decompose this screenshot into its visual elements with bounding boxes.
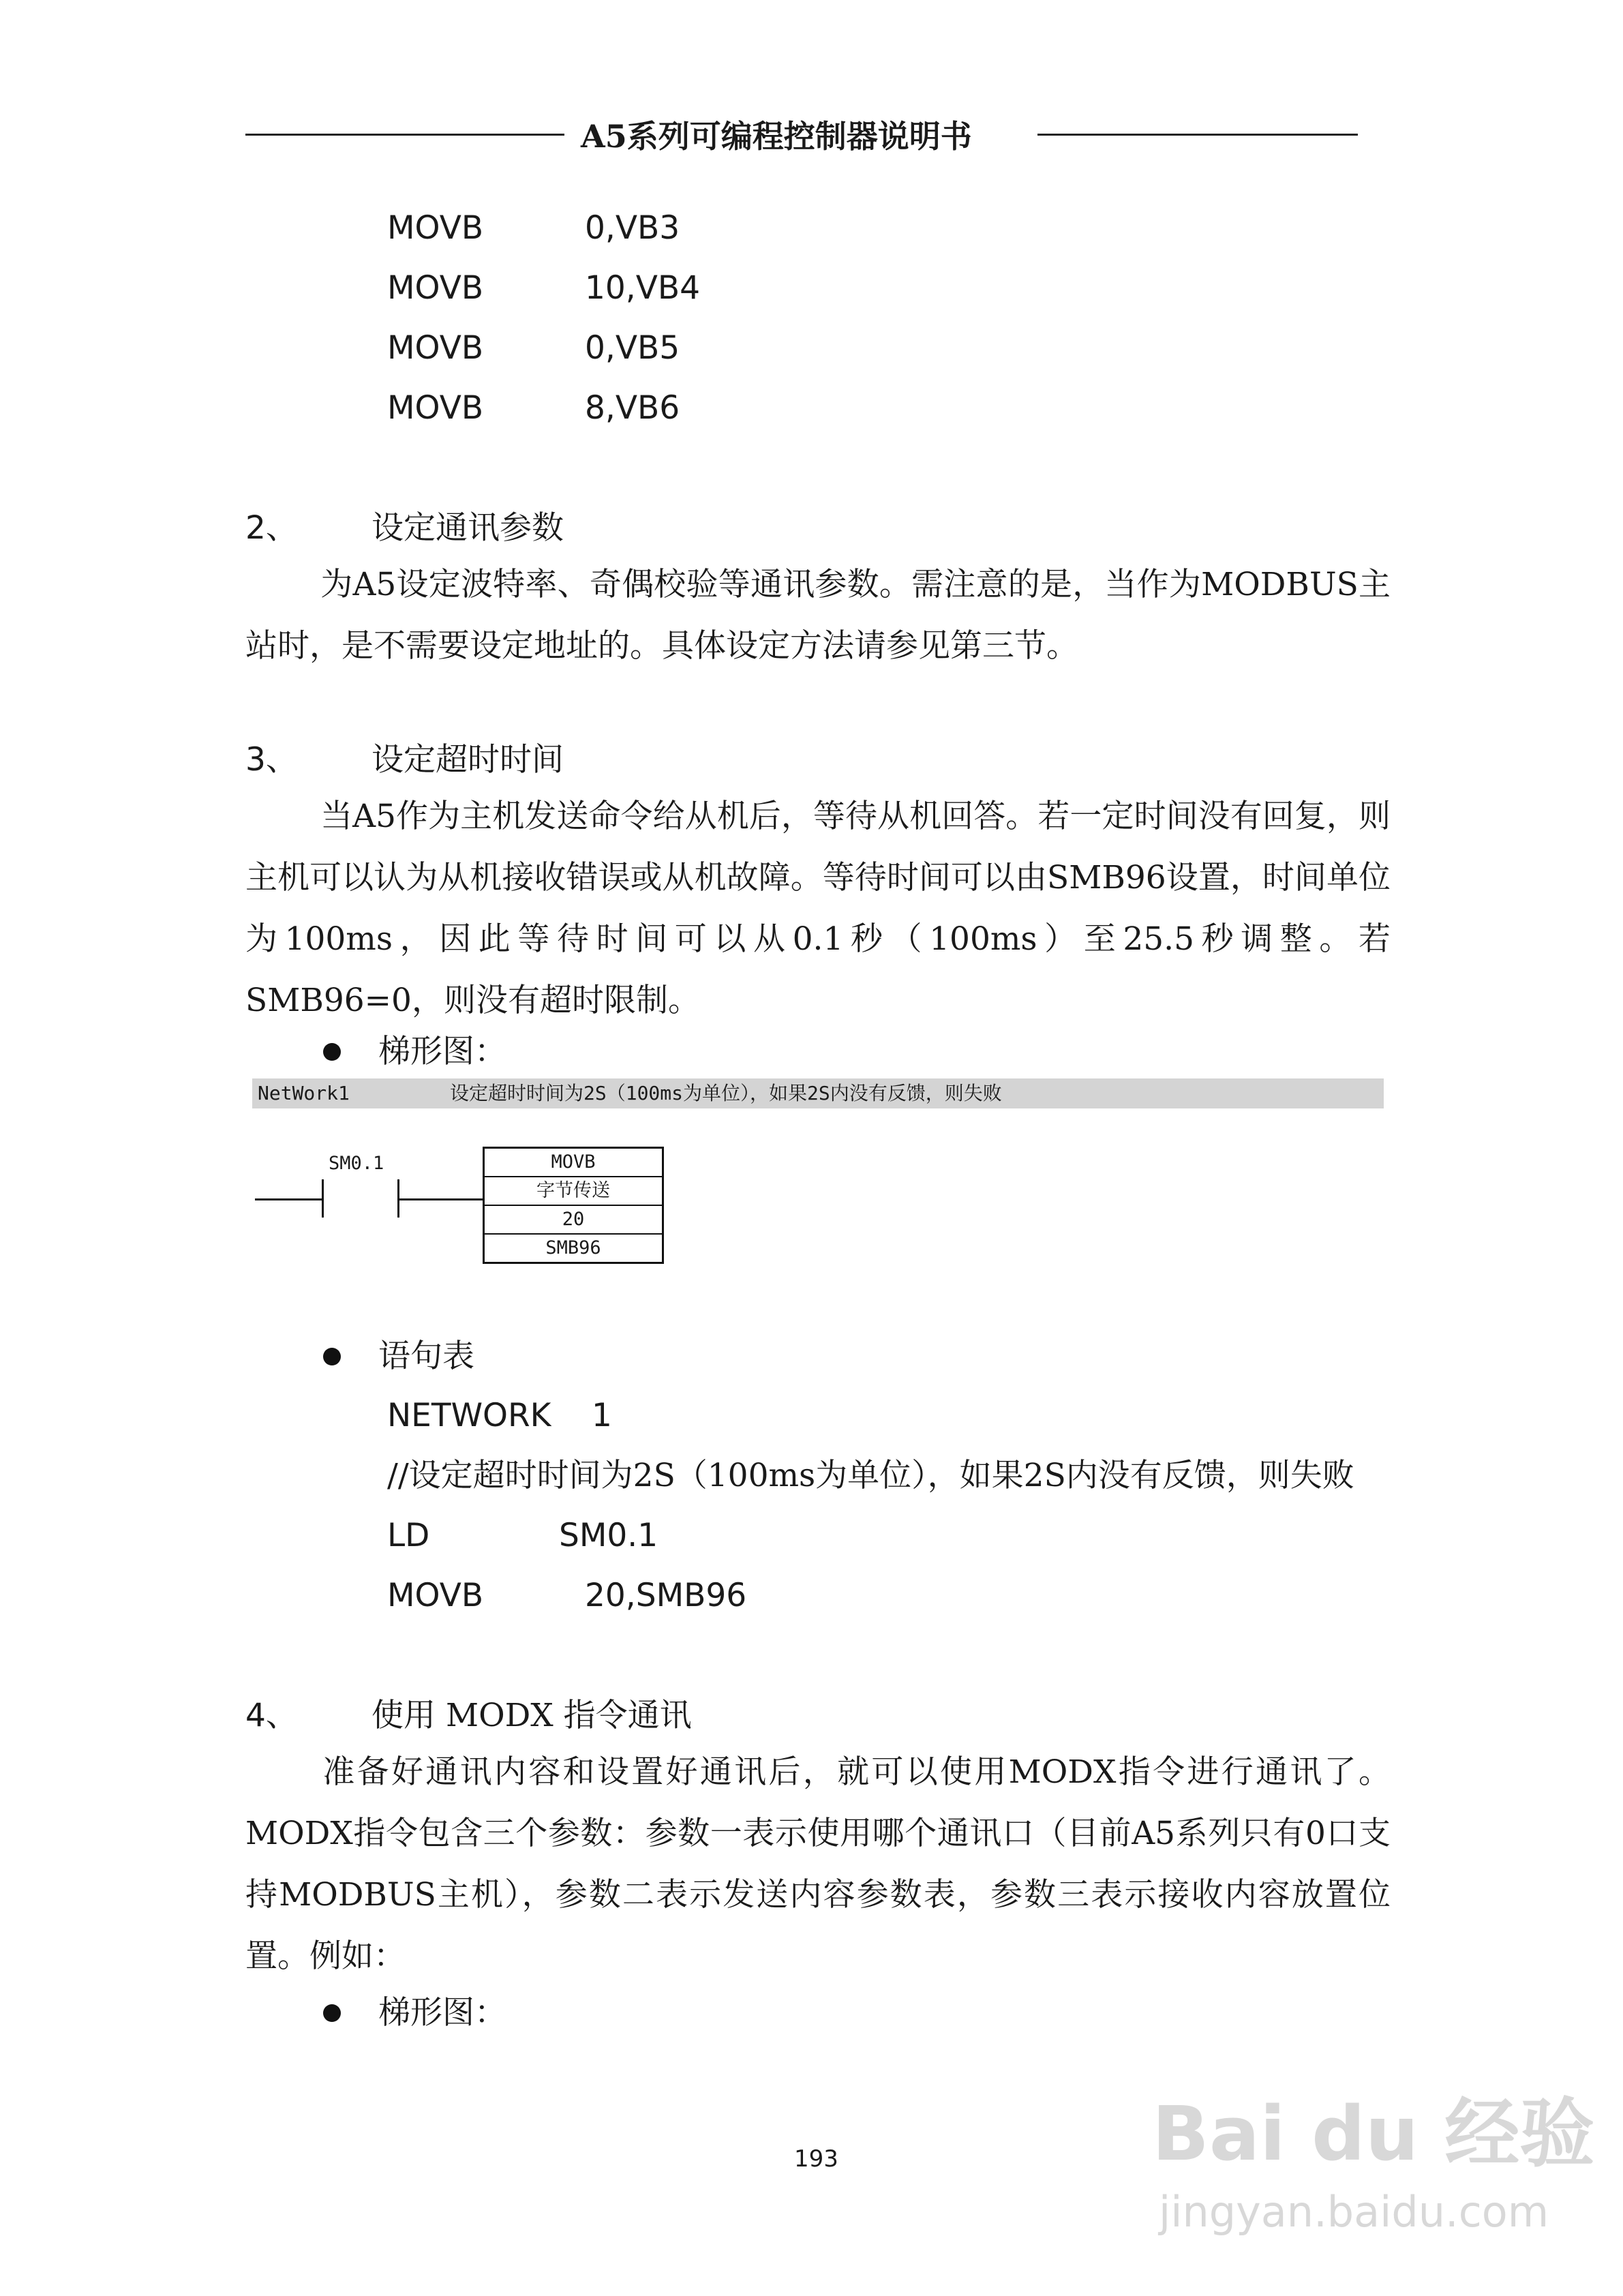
section3-stl-label: 语句表 [378, 1338, 474, 1375]
movb-block [483, 1147, 664, 1264]
section4-body-text: 准备好通讯内容和设置好通讯后，就可以使用MODX指令进行通讯了。MODX指令包含三个参数：参数一表示使用哪个通讯口（目前A5系列只有0口支持MODBUS主机），参数二表示发送内容参数表，参数三表示接收内容放置位置。例如： [245, 1753, 1391, 1975]
network-header-bar [252, 1078, 1384, 1108]
section2-title: 设定通讯参数 [371, 509, 564, 547]
stl-network: NETWORK [387, 1397, 551, 1434]
stl-ld-arg: SM0.1 [559, 1517, 658, 1554]
contact-label: SM0.1 [329, 1153, 384, 1174]
bullet-ladder-2 [323, 2004, 341, 2022]
section3-body [245, 786, 1391, 1031]
stl-network-number: 1 [592, 1397, 612, 1434]
section4-title: 使用 MODX 指令通讯 [371, 1697, 692, 1734]
header-title: A5系列可编程控制器说明书 [581, 118, 972, 155]
bullet-stl [323, 1348, 341, 1365]
network-label: NetWork1 [258, 1082, 350, 1104]
movb-block-input: 20 [485, 1206, 662, 1235]
code-op-4: MOVB [387, 389, 484, 427]
section4-ladder-label: 梯形图： [378, 1994, 506, 2031]
section3-number: 3、 [245, 741, 298, 779]
code-op-2: MOVB [387, 269, 484, 307]
stl-mov-arg: 20,SMB96 [585, 1577, 747, 1614]
section3-body-text: 当A5作为主机发送命令给从机后，等待从机回答。若一定时间没有回复，则主机可以认为从机接收错误或从机故障。等待时间可以由SMB96设置，时间单位为100ms，因此等待时间可以从0.1秒（100ms）至25.5秒调整。若SMB96=0，则没有超时限制。 [245, 798, 1391, 1019]
contact-to-box-wire [397, 1198, 484, 1200]
code-arg-1: 0,VB3 [585, 209, 680, 247]
section3-ladder-label: 梯形图： [378, 1033, 506, 1070]
movb-block-opcode: MOVB [485, 1149, 662, 1177]
section2-number: 2、 [245, 509, 298, 547]
section4-number: 4、 [245, 1697, 298, 1734]
watermark-logo: Bai du 经验 [1152, 2090, 1595, 2177]
movb-block-output: SMB96 [545, 1237, 601, 1258]
section3-title: 设定超时时间 [371, 741, 564, 779]
code-arg-4: 8,VB6 [585, 389, 680, 427]
page-number: 193 [794, 2145, 838, 2173]
bullet-ladder-1 [323, 1043, 341, 1061]
header-rule-right [1037, 134, 1358, 136]
power-rail-wire [255, 1198, 323, 1200]
code-arg-3: 0,VB5 [585, 329, 680, 367]
stl-comment: //设定超时时间为2S（100ms为单位），如果2S内没有反馈，则失败 [387, 1457, 1354, 1494]
section2-body-text: 为A5设定波特率、奇偶校验等通讯参数。需注意的是，当作为MODBUS主站时，是不需要设定地址的。具体设定方法请参见第三节。 [245, 566, 1391, 665]
section4-body [245, 1742, 1391, 1987]
movb-block-description: 字节传送 [485, 1177, 662, 1206]
code-arg-2: 10,VB4 [585, 269, 701, 307]
stl-mov-op: MOVB [387, 1577, 484, 1614]
header-rule-left [245, 134, 564, 136]
contact-left-bar [322, 1179, 324, 1218]
watermark-url: jingyan.baidu.com [1159, 2187, 1549, 2237]
stl-ld-op: LD [387, 1517, 430, 1554]
code-op-1: MOVB [387, 209, 484, 247]
network-comment: 设定超时时间为2S（100ms为单位），如果2S内没有反馈，则失败 [450, 1082, 1002, 1104]
code-op-3: MOVB [387, 329, 484, 367]
section2-body [245, 554, 1391, 677]
